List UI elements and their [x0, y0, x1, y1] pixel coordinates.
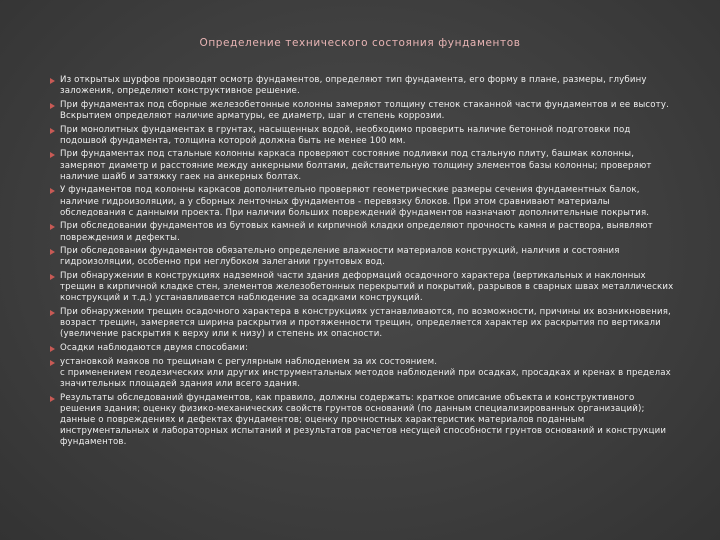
triangle-bullet-icon [50, 346, 55, 352]
list-item-text: При монолитных фундаментах в грунтах, насыщенных водой, необходимо проверить наличие бетонной подготовки под подошвой фундамента, толщина которой должна быть не менее 100 мм. [60, 124, 631, 146]
triangle-bullet-icon [50, 128, 55, 134]
list-item-text: При обследовании фундаментов обязательно определение влажности материалов конструкций, наличия и состояния гидроизоляции, особенно при неглубоком залегании грунтовых вод. [60, 246, 620, 268]
list-item [50, 307, 675, 341]
list-item-text: При обнаружении в конструкциях надземной части здания деформаций осадочного характера (вертикальных и наклонных трещин в кирпичной кладке стен, элементов железобетонных перекрытий и покрытий, разрывов в сварных швах металлических конструкций и т.д.) устанавливается наблюдение за осадками конструкций. [60, 270, 674, 304]
triangle-bullet-icon [50, 274, 55, 280]
list-item [50, 221, 675, 243]
list-item-text: Результаты обследований фундаментов, как правило, должны содержать: краткое описание объекта и конструктивного решения здания; оценку физико-механических свойств грунтов оснований (по данным специализированных организаций); данные о повреждениях и дефектах фундаментов; оценку прочностных характеристик материалов поданным инструментальных и лабораторных испытаний и результатов расчетов несущей способности грунтов оснований и конструкции фундаментов. [60, 392, 667, 448]
list-item-text: При обнаружении трещин осадочного характера в конструкциях устанавливаются, по возможности, причины их возникновения, возраст трещин, замеряется ширина раскрытия и протяженности трещин, определяется характер их раскрытия по вертикали (увеличение раскрытия к верху или к низу) и степень их опасности. [60, 306, 671, 340]
triangle-bullet-icon [50, 152, 55, 158]
triangle-bullet-icon [50, 224, 55, 230]
list-item-text: Осадки наблюдаются двумя способами: [60, 342, 249, 353]
list-item-text: У фундаментов под колонны каркасов дополнительно проверяют геометрические размеры сечения фундаментных балок, наличие гидроизоляции, а у сборных ленточных фундаментов - перевязку блоков. При этом сравнивают материалы обследования с данными проекта. При наличии больших повреждений фундаментов назначают дополнительные покрытия. [60, 185, 650, 218]
triangle-bullet-icon [50, 249, 55, 255]
list-item [50, 125, 675, 147]
triangle-bullet-icon [50, 78, 55, 84]
list-item [50, 75, 675, 97]
list-item [50, 100, 675, 122]
slide-title: Определение технического состояния фундаментов [199, 37, 521, 49]
triangle-bullet-icon [50, 188, 55, 194]
list-item [50, 343, 675, 354]
triangle-bullet-icon [50, 396, 55, 402]
list-item-text: При фундаментах под сборные железобетонные колонны замеряют толщину стенок стаканной части фундаментов и ее высоту. Вскрытием определяют наличие арматуры, ее диаметр, шаг и степень коррозии. [60, 99, 669, 121]
list-item-text: установкой маяков по трещинам с регулярным наблюдением за их состоянием. с применением геодезических или других инструментальных методов наблюдений при осадках, просадках и кренах в пределах значительных площадей здания или всего здания. [60, 356, 671, 389]
list-item-text: При фундаментах под стальные колонны каркаса проверяют состояние подливки под стальную плиту, башмак колонны, замеряют диаметр и расстояние между анкерными болтами, действительную толщину элементов базы колонны; проверяют наличие шайб и затяжку гаек на анкерных болтах. [60, 149, 652, 182]
triangle-bullet-icon [50, 103, 55, 109]
bullet-list [50, 75, 675, 451]
list-item [50, 393, 675, 449]
list-item [50, 149, 675, 183]
triangle-bullet-icon [50, 310, 55, 316]
list-item-text: При обследовании фундаментов из бутовых камней и кирпичной кладки определяют прочность камня и раствора, выявляют повреждения и дефекты. [60, 221, 653, 243]
list-item [50, 246, 675, 268]
list-item-text: Из открытых шурфов производят осмотр фундаментов, определяют тип фундамента, его форму в плане, размеры, глубину заложения, определяют конструктивное решение. [60, 75, 647, 97]
list-item [50, 357, 675, 391]
triangle-bullet-icon [50, 360, 55, 366]
list-item [50, 271, 675, 305]
list-item [50, 185, 675, 219]
